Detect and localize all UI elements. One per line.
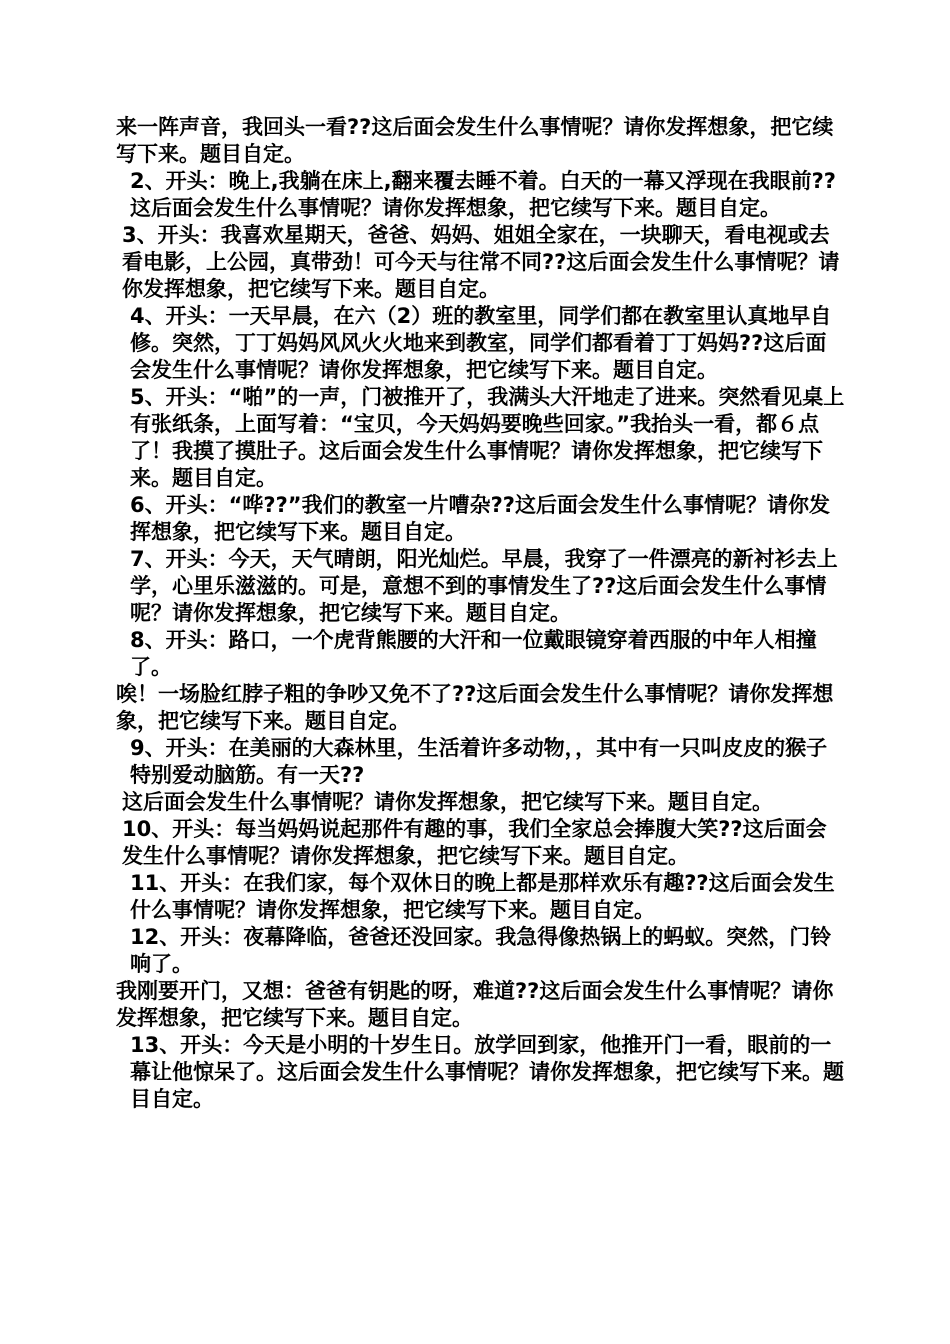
paragraph-prompt-6: 6、开头：“哗??”我们的教室一片嘈杂??这后面会发生什么事情呢？请你发挥想象，把它续写下来。题目自定。 (130, 493, 830, 544)
paragraph-prompt-3: 3、开头：我喜欢星期天，爸爸、妈妈、姐姐全家在，一块聊天，看电视或去看电影，上公园，真带劲！可今天与往常不同??这后面会发生什么事情呢？请你发挥想象，把它续写下来。题目自定。 (122, 223, 840, 301)
paragraph-prompt-12-continued: 我刚要开门，又想：爸爸有钥匙的呀，难道??这后面会发生什么事情呢？请你发挥想象，把它续写下来。题目自定。 (116, 979, 834, 1030)
paragraph-prompt-8: 8、开头：路口，一个虎背熊腰的大汗和一位戴眼镜穿着西服的中年人相撞了。 (130, 628, 817, 679)
paragraph-prompt-4: 4、开头：一天早晨，在六（2）班的教室里，同学们都在教室里认真地早自修。突然，丁丁妈妈风风火火地来到教室，同学们都看着丁丁妈妈??这后面会发生什么事情呢？请你发挥想象，把它续写下来。题目自定。 (130, 304, 832, 382)
paragraph-prompt-12: 12、开头：夜幕降临，爸爸还没回家。我急得像热锅上的蚂蚁。突然，门铃响了。 (130, 925, 832, 976)
paragraph-prompt-5: 5、开头：“啪”的一声，门被推开了，我满头大汗地走了进来。突然看见桌上有张纸条，上面写着：“宝贝，今天妈妈要晚些回家。”我抬头一看，都６点了！我摸了摸肚子。这后面会发生什么事情呢？请你发挥想象，把它续写下来。题目自定。 (130, 385, 845, 490)
paragraph-prompt-13: 13、开头：今天是小明的十岁生日。放学回到家，他推开门一看，眼前的一幕让他惊呆了。这后面会发生什么事情呢？请你发挥想象，把它续写下来。题目自定。 (130, 1033, 844, 1111)
document-body (116, 114, 846, 1113)
paragraph-prompt-9: 9、开头：在美丽的大森林里，生活着许多动物，，其中有一只叫皮皮的猴子特别爱动脑筋。有一天?? (130, 736, 828, 787)
paragraph-continuation-1: 来一阵声音，我回头一看??这后面会发生什么事情呢？请你发挥想象，把它续写下来。题目自定。 (116, 115, 834, 166)
paragraph-prompt-9-continued: 这后面会发生什么事情呢？请你发挥想象，把它续写下来。题目自定。 (122, 790, 773, 814)
paragraph-prompt-11: 11、开头：在我们家，每个双休日的晚上都是那样欢乐有趣??这后面会发生什么事情呢？请你发挥想象，把它续写下来。题目自定。 (130, 871, 835, 922)
paragraph-prompt-2: 2、开头：晚上,我躺在床上,翻来覆去睡不着。白天的一幕又浮现在我眼前??这后面会发生什么事情呢？请你发挥想象，把它续写下来。题目自定。 (130, 169, 836, 220)
paragraph-prompt-8-continued: 唉！一场脸红脖子粗的争吵又免不了??这后面会发生什么事情呢？请你发挥想象，把它续写下来。题目自定。 (116, 682, 834, 733)
paragraph-prompt-7: 7、开头：今天，天气晴朗，阳光灿烂。早晨，我穿了一件漂亮的新衬衫去上学，心里乐滋滋的。可是，意想不到的事情发生了??这后面会发生什么事情呢？请你发挥想象，把它续写下来。题目自定。 (130, 547, 838, 625)
paragraph-prompt-10: 10、开头：每当妈妈说起那件有趣的事，我们全家总会捧腹大笑??这后面会发生什么事情呢？请你发挥想象，把它续写下来。题目自定。 (122, 817, 827, 868)
